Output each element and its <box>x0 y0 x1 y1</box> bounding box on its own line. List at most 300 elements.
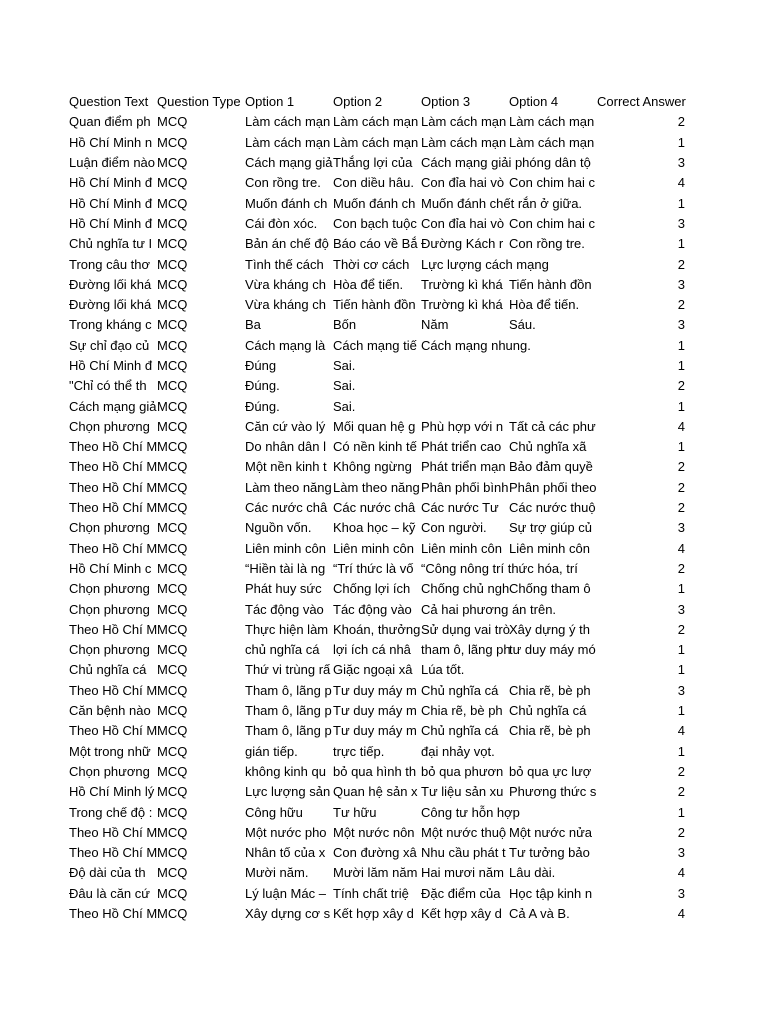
cell-question-text[interactable]: Độ dài của th <box>69 865 146 881</box>
cell-question-text[interactable]: Chủ nghĩa cá <box>69 662 147 678</box>
cell-option-2[interactable]: Con đường xâ <box>333 845 417 861</box>
cell-question-text[interactable]: Trong câu thơ <box>69 256 151 272</box>
cell-option-3[interactable]: Đặc điểm của <box>421 885 501 901</box>
cell-correct-answer[interactable]: 3 <box>677 215 685 231</box>
cell-option-3[interactable]: Chống chủ ngh <box>421 581 510 597</box>
cell-option-1[interactable]: Bản án chế độ <box>245 236 329 252</box>
cell-option-3[interactable]: Phân phối bình <box>421 479 509 495</box>
cell-option-2[interactable]: Tác động vào <box>333 601 412 617</box>
cell-option-4[interactable]: Làm cách mạn <box>509 114 595 130</box>
cell-option-1[interactable]: không kinh qu <box>245 763 326 779</box>
header-correct-answer[interactable]: Correct Answer <box>597 94 686 110</box>
cell-question-type[interactable]: MCQ <box>157 540 188 556</box>
cell-option-4[interactable]: Phân phối theo <box>509 479 597 495</box>
cell-question-type[interactable]: MCQ <box>157 763 188 779</box>
cell-option-3[interactable]: Lực lượng cách mạng <box>421 256 549 272</box>
cell-correct-answer[interactable]: 2 <box>677 479 685 495</box>
cell-question-text[interactable]: Chọn phương <box>69 642 150 658</box>
cell-option-1[interactable]: Công hữu <box>245 804 303 820</box>
table-row <box>69 153 685 173</box>
cell-option-1[interactable]: Xây dựng cơ s <box>245 906 331 922</box>
cell-option-1[interactable]: Cái đòn xóc. <box>245 215 318 231</box>
table-row <box>69 457 685 477</box>
cell-option-2[interactable]: Quan hệ sản x <box>333 784 418 800</box>
cell-option-2[interactable]: Làm cách mạn <box>333 114 419 130</box>
cell-option-1[interactable]: Nguồn vốn. <box>245 520 312 536</box>
cell-question-type[interactable]: MCQ <box>157 703 188 719</box>
table-row <box>69 904 685 924</box>
cell-option-3[interactable]: Chủ nghĩa cá <box>421 682 499 698</box>
cell-question-text[interactable]: Căn bệnh nào <box>69 703 151 719</box>
cell-option-1[interactable]: Nhân tố của x <box>245 845 326 861</box>
table-row <box>69 742 685 762</box>
cell-option-1[interactable]: Làm theo năng <box>245 479 332 495</box>
cell-question-type[interactable]: MCQ <box>157 236 188 252</box>
table-row <box>69 356 685 376</box>
cell-question-type[interactable]: MCQ <box>157 581 188 597</box>
cell-question-type[interactable]: MCQ <box>157 885 188 901</box>
cell-option-3[interactable]: Hai mươi năm <box>421 865 504 881</box>
cell-option-2[interactable]: Sai. <box>333 378 356 394</box>
cell-correct-answer[interactable]: 1 <box>677 581 685 597</box>
table-row <box>69 884 685 904</box>
cell-option-2[interactable]: “Trí thức là vố <box>333 560 414 576</box>
cell-option-4[interactable]: Phương thức s <box>509 784 597 800</box>
cell-correct-answer[interactable]: 4 <box>677 865 685 881</box>
cell-correct-answer[interactable]: 4 <box>677 418 685 434</box>
cell-option-1[interactable]: Thứ vi trùng rấ <box>245 662 331 678</box>
table-row <box>69 173 685 193</box>
cell-option-4[interactable]: Tiến hành đồn <box>509 276 592 292</box>
cell-correct-answer[interactable]: 1 <box>677 743 685 759</box>
cell-correct-answer[interactable]: 1 <box>677 195 685 211</box>
cell-question-text[interactable]: Cách mạng giả <box>69 398 157 414</box>
table-row <box>69 478 685 498</box>
cell-option-1[interactable]: Vừa kháng ch <box>245 276 326 292</box>
cell-option-1[interactable]: Tham ô, lãng p <box>245 723 332 739</box>
cell-question-text[interactable]: Theo Hồ Chí M <box>69 845 158 861</box>
cell-question-text[interactable]: Theo Hồ Chí M <box>69 439 158 455</box>
cell-option-2[interactable]: Kết hợp xây d <box>333 906 414 922</box>
cell-question-text[interactable]: Theo Hồ Chí M <box>69 500 158 516</box>
cell-question-text[interactable]: Hồ Chí Minh đ <box>69 215 153 231</box>
cell-question-type[interactable]: MCQ <box>157 155 188 171</box>
cell-question-type[interactable]: MCQ <box>157 276 188 292</box>
table-row <box>69 417 685 437</box>
cell-option-2[interactable]: Con diều hâu. <box>333 175 414 191</box>
cell-option-2[interactable]: Sai. <box>333 358 356 373</box>
header-question-type[interactable]: Question Type <box>157 94 241 110</box>
cell-question-text[interactable]: Hồ Chí Minh đ <box>69 195 153 211</box>
cell-option-4[interactable]: tư duy máy mó <box>509 642 596 658</box>
cell-option-3[interactable]: đại nhảy vọt. <box>421 743 495 759</box>
cell-option-2[interactable]: Mối quan hệ g <box>333 418 416 434</box>
cell-option-2[interactable]: Tư hữu <box>333 804 377 820</box>
cell-question-text[interactable]: Hồ Chí Minh lý <box>69 784 155 800</box>
cell-option-3[interactable]: Công tư hỗn hợp <box>421 804 520 820</box>
cell-correct-answer[interactable]: 1 <box>677 358 685 373</box>
cell-question-type[interactable]: MCQ <box>157 824 188 840</box>
cell-option-4[interactable]: Cả A và B. <box>509 906 570 922</box>
cell-option-4[interactable]: Chủ nghĩa xã <box>509 439 587 455</box>
cell-option-2[interactable]: Cách mạng tiế <box>333 337 417 353</box>
cell-option-2[interactable]: Tiến hành đồn <box>333 297 416 313</box>
cell-option-2[interactable]: Giặc ngoại xâ <box>333 662 413 678</box>
cell-question-type[interactable]: MCQ <box>157 256 188 272</box>
cell-option-2[interactable]: Tư duy máy m <box>333 703 417 719</box>
cell-question-text[interactable]: Đường lối khá <box>69 297 152 313</box>
cell-option-4[interactable]: Chủ nghĩa cá <box>509 703 587 719</box>
cell-question-type[interactable]: MCQ <box>157 662 188 678</box>
cell-option-1[interactable]: gián tiếp. <box>245 743 298 759</box>
cell-option-3[interactable]: Phát triển cao <box>421 439 502 455</box>
cell-question-text[interactable]: Theo Hồ Chí M <box>69 723 158 739</box>
cell-question-text[interactable]: Sự chỉ đạo củ <box>69 337 150 353</box>
cell-question-text[interactable]: Trong kháng c <box>69 317 152 333</box>
cell-correct-answer[interactable]: 2 <box>677 621 685 637</box>
cell-option-3[interactable]: Làm cách mạn <box>421 134 507 150</box>
table-row <box>69 843 685 863</box>
cell-correct-answer[interactable]: 3 <box>677 885 685 901</box>
cell-option-1[interactable]: Tác động vào <box>245 601 324 617</box>
cell-correct-answer[interactable]: 3 <box>677 276 685 292</box>
table-row <box>69 863 685 883</box>
cell-correct-answer[interactable]: 1 <box>677 134 685 150</box>
cell-question-text[interactable]: Hồ Chí Minh n <box>69 134 153 150</box>
cell-option-1[interactable]: “Hiền tài là ng <box>245 560 326 576</box>
cell-option-1[interactable]: Liên minh côn <box>245 540 326 556</box>
cell-question-type[interactable]: MCQ <box>157 195 188 211</box>
header-option-4[interactable]: Option 4 <box>509 94 559 110</box>
cell-option-4[interactable]: Tất cả các phư <box>509 418 596 434</box>
header-option-3[interactable]: Option 3 <box>421 94 471 110</box>
cell-question-type[interactable]: MCQ <box>157 418 188 434</box>
cell-question-text[interactable]: Luận điểm nào <box>69 155 156 171</box>
cell-question-text[interactable]: Hồ Chí Minh đ <box>69 175 153 191</box>
cell-option-3[interactable]: Trường kì khá <box>421 276 503 292</box>
cell-question-text[interactable]: Theo Hồ Chí M <box>69 540 158 556</box>
cell-option-1[interactable]: Làm cách mạn <box>245 114 331 130</box>
table-row <box>69 640 685 660</box>
cell-option-3[interactable]: Năm <box>421 317 449 333</box>
cell-correct-answer[interactable]: 1 <box>677 398 685 414</box>
cell-option-3[interactable]: Chia rẽ, bè ph <box>421 703 503 719</box>
cell-correct-answer[interactable]: 1 <box>677 804 685 820</box>
cell-option-4[interactable]: Chia rẽ, bè ph <box>509 682 591 698</box>
table-row <box>69 315 685 335</box>
cell-question-text[interactable]: Hồ Chí Minh c <box>69 560 152 576</box>
cell-question-type[interactable]: MCQ <box>157 560 188 576</box>
cell-option-1[interactable]: Đúng. <box>245 378 280 394</box>
cell-option-4[interactable]: Xây dựng ý th <box>509 621 590 637</box>
cell-option-1[interactable]: Một nước pho <box>245 824 327 840</box>
cell-option-1[interactable]: Lực lượng sản <box>245 784 331 800</box>
cell-option-1[interactable]: Cách mạng giả <box>245 155 333 171</box>
cell-option-3[interactable]: Con đỉa hai vò <box>421 175 505 191</box>
cell-option-2[interactable]: Tư duy máy m <box>333 682 417 698</box>
cell-option-3[interactable]: Một nước thuộ <box>421 824 507 840</box>
cell-correct-answer[interactable]: 2 <box>677 784 685 800</box>
cell-option-3[interactable]: Liên minh côn <box>421 540 502 556</box>
cell-option-2[interactable]: Tư duy máy m <box>333 723 417 739</box>
cell-option-2[interactable]: Tính chất triệ <box>333 885 409 901</box>
cell-option-3[interactable]: “Công nông trí thức hóa, trí <box>421 560 578 576</box>
cell-correct-answer[interactable]: 2 <box>677 500 685 516</box>
cell-question-text[interactable]: Chủ nghĩa tư I <box>69 236 153 252</box>
cell-question-type[interactable]: MCQ <box>157 621 188 637</box>
cell-correct-answer[interactable]: 1 <box>677 642 685 658</box>
cell-correct-answer[interactable]: 2 <box>677 297 685 313</box>
cell-option-1[interactable]: Đúng <box>245 358 277 373</box>
header-row <box>69 92 685 112</box>
table-row <box>69 539 685 559</box>
cell-option-4[interactable]: Sáu. <box>509 317 536 333</box>
cell-option-2[interactable]: Chống lợi ích <box>333 581 411 597</box>
table-row <box>69 214 685 234</box>
cell-correct-answer[interactable]: 2 <box>677 560 685 576</box>
cell-question-type[interactable]: MCQ <box>157 215 188 231</box>
table-row <box>69 701 685 721</box>
cell-correct-answer[interactable]: 3 <box>677 317 685 333</box>
cell-question-type[interactable]: MCQ <box>157 804 188 820</box>
cell-question-text[interactable]: Theo Hồ Chí M <box>69 682 158 698</box>
table-row <box>69 275 685 295</box>
cell-question-type[interactable]: MCQ <box>157 743 188 759</box>
cell-question-text[interactable]: Theo Hồ Chí M <box>69 479 158 495</box>
cell-option-3[interactable]: Phù hợp với n <box>421 418 504 434</box>
cell-option-2[interactable]: Bốn <box>333 317 357 333</box>
cell-option-3[interactable]: Trường kì khá <box>421 297 503 313</box>
cell-correct-answer[interactable]: 4 <box>677 906 685 922</box>
header-option-2[interactable]: Option 2 <box>333 94 383 110</box>
cell-correct-answer[interactable]: 1 <box>677 439 685 455</box>
cell-correct-answer[interactable]: 2 <box>677 114 685 130</box>
cell-option-4[interactable]: Liên minh côn <box>509 540 590 556</box>
cell-option-3[interactable]: Chủ nghĩa cá <box>421 723 499 739</box>
cell-option-4[interactable]: Con rồng tre. <box>509 236 585 252</box>
cell-option-4[interactable]: Sự trợ giúp củ <box>509 520 592 536</box>
cell-option-4[interactable]: Chia rẽ, bè ph <box>509 723 591 739</box>
cell-option-2[interactable]: Liên minh côn <box>333 540 414 556</box>
cell-option-3[interactable]: Kết hợp xây d <box>421 906 502 922</box>
cell-option-2[interactable]: Có nền kinh tế <box>333 439 417 455</box>
cell-correct-answer[interactable]: 2 <box>677 824 685 840</box>
cell-question-type[interactable]: MCQ <box>157 784 188 800</box>
header-option-1[interactable]: Option 1 <box>245 94 295 110</box>
cell-option-1[interactable]: Thực hiện làm <box>245 621 329 637</box>
table-row <box>69 193 685 213</box>
cell-question-type[interactable]: MCQ <box>157 642 188 658</box>
cell-question-type[interactable]: MCQ <box>157 865 188 881</box>
cell-correct-answer[interactable]: 2 <box>677 378 685 394</box>
cell-question-type[interactable]: MCQ <box>157 317 188 333</box>
cell-option-2[interactable]: Khoa học – kỹ <box>333 520 416 536</box>
cell-option-3[interactable]: Cả hai phương án trên. <box>421 601 557 617</box>
cell-option-1[interactable]: Muốn đánh ch <box>245 195 328 211</box>
cell-option-3[interactable]: bỏ qua phươn <box>421 763 504 779</box>
cell-option-3[interactable]: Đường Kách r <box>421 236 504 252</box>
cell-option-3[interactable]: Phát triển mạn <box>421 459 506 475</box>
cell-option-2[interactable]: Hòa để tiến. <box>333 276 404 292</box>
cell-option-4[interactable]: Các nước thuộ <box>509 500 596 516</box>
cell-option-1[interactable]: Đúng. <box>245 398 280 414</box>
cell-option-1[interactable]: Ba <box>245 317 261 333</box>
table-row <box>69 254 685 274</box>
cell-question-type[interactable]: MCQ <box>157 297 188 313</box>
cell-option-3[interactable]: Làm cách mạn <box>421 114 507 130</box>
cell-option-2[interactable]: Các nước châ <box>333 500 416 516</box>
cell-correct-answer[interactable]: 2 <box>677 763 685 779</box>
cell-question-text[interactable]: Quan điểm ph <box>69 114 151 130</box>
cell-question-text[interactable]: Chọn phương <box>69 601 150 617</box>
cell-option-2[interactable]: lợi ích cá nhâ <box>333 642 411 658</box>
cell-option-2[interactable]: Sai. <box>333 398 356 414</box>
cell-correct-answer[interactable]: 3 <box>677 601 685 617</box>
cell-option-4[interactable]: Làm cách mạn <box>509 134 595 150</box>
cell-option-1[interactable]: Lý luận Mác – <box>245 885 326 901</box>
cell-option-1[interactable]: Vừa kháng ch <box>245 297 326 313</box>
cell-option-2[interactable]: Làm cách mạn <box>333 134 419 150</box>
cell-option-3[interactable]: Cách mạng giải phóng dân tộ <box>421 155 591 171</box>
cell-option-1[interactable]: Do nhân dân l <box>245 439 326 455</box>
cell-correct-answer[interactable]: 3 <box>677 682 685 698</box>
cell-option-4[interactable]: Con chim hai c <box>509 175 595 191</box>
cell-question-text[interactable]: Chọn phương <box>69 763 150 779</box>
cell-correct-answer[interactable]: 1 <box>677 337 685 353</box>
cell-option-3[interactable]: Tư liệu sản xu <box>421 784 504 800</box>
cell-correct-answer[interactable]: 1 <box>677 662 685 678</box>
cell-option-2[interactable]: Con bạch tuộc <box>333 215 417 231</box>
cell-option-1[interactable]: Căn cứ vào lý <box>245 418 326 434</box>
cell-option-4[interactable]: Học tập kinh n <box>509 885 593 901</box>
cell-option-1[interactable]: Con rồng tre. <box>245 175 321 191</box>
cell-question-text[interactable]: Theo Hồ Chí M <box>69 824 158 840</box>
cell-question-text[interactable]: Trong chế độ : <box>69 804 153 820</box>
cell-question-type[interactable]: MCQ <box>157 378 188 394</box>
cell-question-text[interactable]: Đâu là căn cứ <box>69 885 150 901</box>
cell-question-type[interactable]: MCQ <box>157 459 188 475</box>
cell-correct-answer[interactable]: 2 <box>677 459 685 475</box>
cell-question-text[interactable]: Chọn phương <box>69 520 150 536</box>
cell-option-1[interactable]: Phát huy sức <box>245 581 322 597</box>
cell-option-4[interactable]: Một nước nửa <box>509 824 593 840</box>
table-row <box>69 518 685 538</box>
cell-option-1[interactable]: Một nền kinh t <box>245 459 327 475</box>
cell-question-text[interactable]: "Chỉ có thể th <box>69 378 147 394</box>
table-row <box>69 559 685 579</box>
cell-option-2[interactable]: Muốn đánh ch <box>333 195 416 211</box>
cell-question-type[interactable]: MCQ <box>157 723 188 739</box>
table-row <box>69 336 685 356</box>
cell-question-type[interactable]: MCQ <box>157 906 188 922</box>
cell-option-3[interactable]: Con người. <box>421 520 487 536</box>
cell-question-type[interactable]: MCQ <box>157 134 188 150</box>
cell-question-type[interactable]: MCQ <box>157 520 188 536</box>
cell-question-type[interactable]: MCQ <box>157 439 188 455</box>
cell-option-1[interactable]: Các nước châ <box>245 500 328 516</box>
table-row <box>69 295 685 315</box>
cell-question-text[interactable]: Đường lối khá <box>69 276 152 292</box>
cell-question-text[interactable]: Một trong nhữ <box>69 743 151 759</box>
cell-question-type[interactable]: MCQ <box>157 601 188 617</box>
cell-option-2[interactable]: Báo cáo về Bắ <box>333 236 418 252</box>
cell-option-4[interactable]: Hòa để tiến. <box>509 297 580 313</box>
cell-option-1[interactable]: Cách mạng là <box>245 337 326 353</box>
cell-option-1[interactable]: Làm cách mạn <box>245 134 331 150</box>
cell-option-3[interactable]: tham ô, lãng ph <box>421 642 511 658</box>
cell-option-2[interactable]: Một nước nôn <box>333 824 415 840</box>
table-row <box>69 802 685 822</box>
cell-correct-answer[interactable]: 4 <box>677 540 685 556</box>
cell-option-4[interactable]: Chống tham ô <box>509 581 591 597</box>
cell-question-type[interactable]: MCQ <box>157 358 188 373</box>
cell-option-2[interactable]: Mười lăm năm <box>333 865 418 881</box>
cell-correct-answer[interactable]: 3 <box>677 845 685 861</box>
cell-question-type[interactable]: MCQ <box>157 845 188 861</box>
header-question-text[interactable]: Question Text <box>69 94 149 110</box>
cell-question-type[interactable]: MCQ <box>157 479 188 495</box>
cell-option-2[interactable]: Khoán, thưởng <box>333 621 421 637</box>
cell-question-text[interactable]: Theo Hồ Chí M <box>69 459 158 475</box>
cell-question-type[interactable]: MCQ <box>157 398 188 414</box>
cell-option-3[interactable]: Sử dụng vai trò <box>421 621 510 637</box>
cell-correct-answer[interactable]: 4 <box>677 723 685 739</box>
cell-option-3[interactable]: Con đỉa hai vò <box>421 215 505 231</box>
cell-option-2[interactable]: Không ngừng <box>333 459 412 475</box>
cell-question-type[interactable]: MCQ <box>157 175 188 191</box>
cell-question-type[interactable]: MCQ <box>157 114 188 130</box>
cell-option-3[interactable]: Nhu cầu phát t <box>421 845 506 861</box>
cell-option-4[interactable]: bỏ qua ực lượ <box>509 763 592 779</box>
cell-option-4[interactable]: Lâu dài. <box>509 865 556 881</box>
cell-option-3[interactable]: Cách mạng nhung. <box>421 337 531 353</box>
cell-correct-answer[interactable]: 2 <box>677 256 685 272</box>
cell-option-3[interactable]: Muốn đánh chết rắn ở giữa. <box>421 195 583 211</box>
cell-option-2[interactable]: Thời cơ cách <box>333 256 410 272</box>
cell-option-2[interactable]: Làm theo năng <box>333 479 420 495</box>
cell-option-3[interactable]: Lúa tốt. <box>421 662 465 678</box>
cell-question-text[interactable]: Theo Hồ Chí M <box>69 621 158 637</box>
cell-option-1[interactable]: Mười năm. <box>245 865 309 881</box>
cell-option-2[interactable]: bỏ qua hình th <box>333 763 417 779</box>
cell-question-text[interactable]: Chọn phương <box>69 581 150 597</box>
cell-question-type[interactable]: MCQ <box>157 337 188 353</box>
cell-option-3[interactable]: Các nước Tư <box>421 500 499 516</box>
cell-correct-answer[interactable]: 1 <box>677 236 685 252</box>
cell-option-1[interactable]: Tình thế cách <box>245 256 324 272</box>
cell-option-4[interactable]: Con chim hai c <box>509 215 595 231</box>
cell-option-1[interactable]: chủ nghĩa cá <box>245 642 320 658</box>
cell-option-2[interactable]: trực tiếp. <box>333 743 385 759</box>
cell-question-type[interactable]: MCQ <box>157 682 188 698</box>
cell-correct-answer[interactable]: 3 <box>677 520 685 536</box>
cell-correct-answer[interactable]: 4 <box>677 175 685 191</box>
cell-option-1[interactable]: Tham ô, lãng p <box>245 703 332 719</box>
cell-option-4[interactable]: Tư tưởng bảo <box>509 845 590 861</box>
table-row <box>69 579 685 599</box>
table-row <box>69 823 685 843</box>
table-row <box>69 396 685 416</box>
cell-option-4[interactable]: Bảo đảm quyề <box>509 459 593 475</box>
cell-question-text[interactable]: Chọn phương <box>69 418 150 434</box>
cell-option-2[interactable]: Thắng lợi của <box>333 155 413 171</box>
cell-correct-answer[interactable]: 1 <box>677 703 685 719</box>
cell-question-text[interactable]: Hồ Chí Minh đ <box>69 358 153 373</box>
cell-question-text[interactable]: Theo Hồ Chí M <box>69 906 158 922</box>
cell-option-1[interactable]: Tham ô, lãng p <box>245 682 332 698</box>
cell-question-type[interactable]: MCQ <box>157 500 188 516</box>
cell-correct-answer[interactable]: 3 <box>677 155 685 171</box>
